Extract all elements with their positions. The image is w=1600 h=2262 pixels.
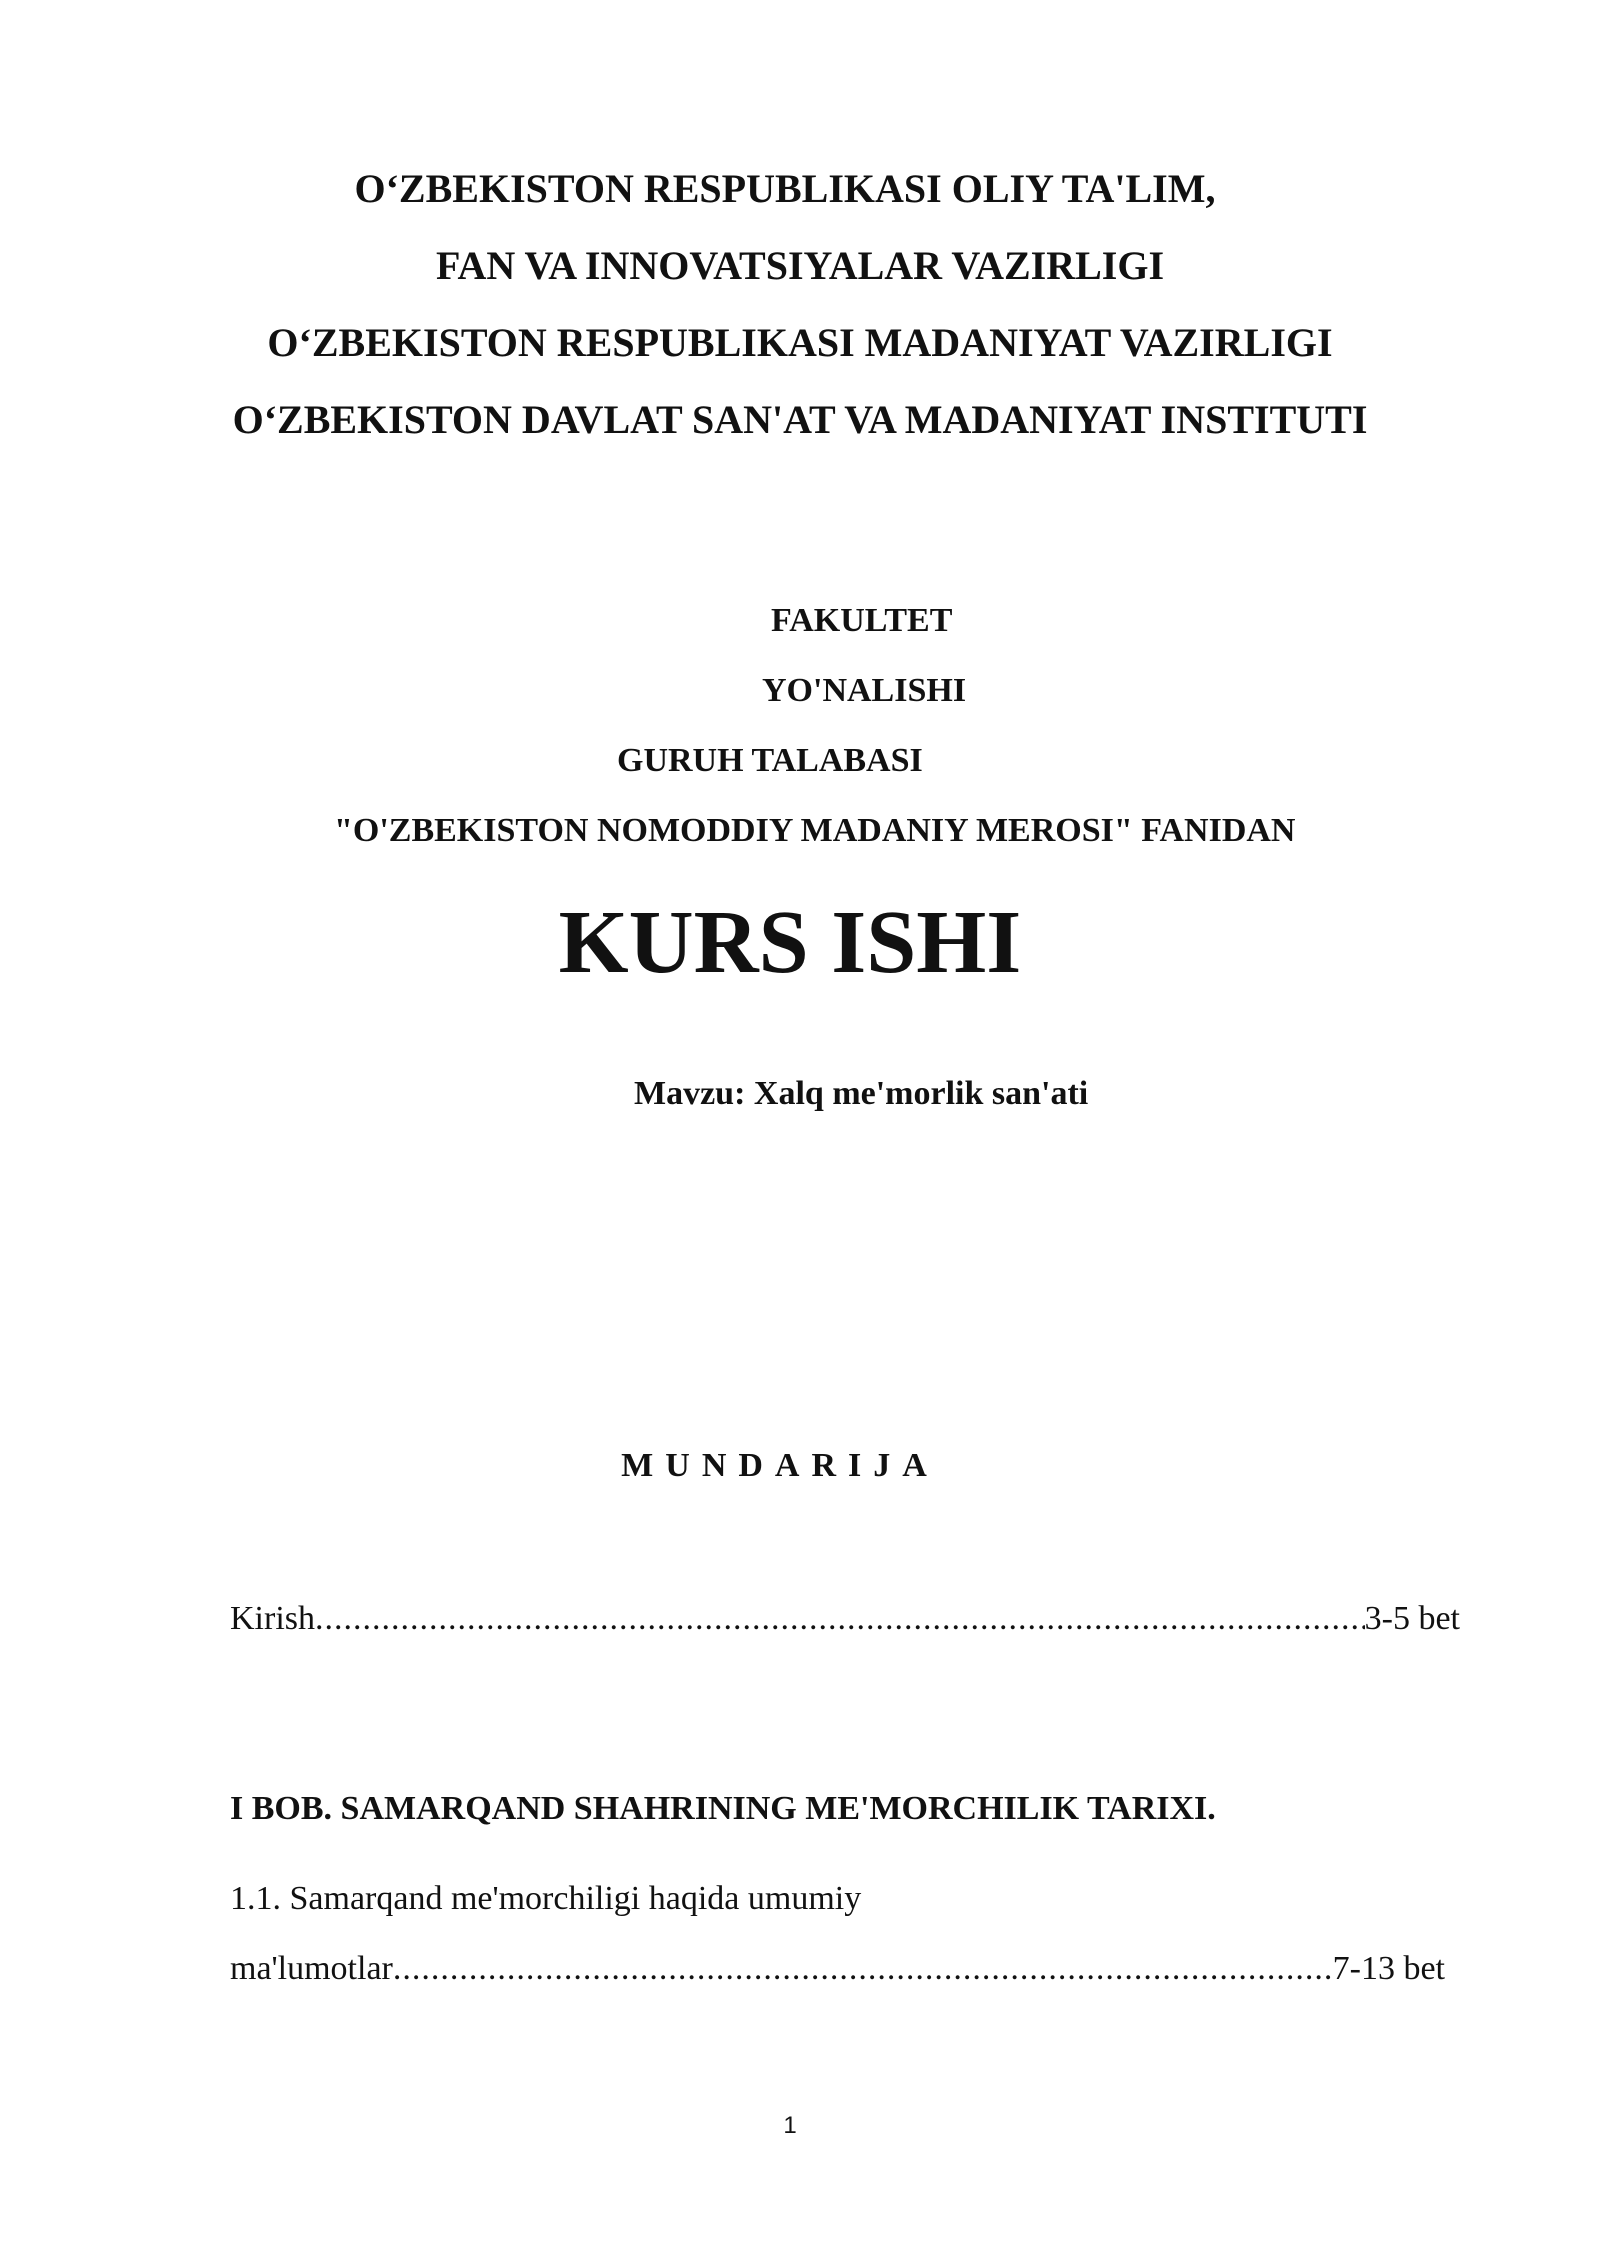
toc-entry-pages: 7-13 bet (1332, 1950, 1445, 1987)
ministry-line-1: O‘ZBEKISTON RESPUBLIKASI OLIY TA'LIM, (354, 166, 1216, 211)
document-title: KURS ISHI (558, 893, 1022, 992)
ministry-line-4: O‘ZBEKISTON DAVLAT SAN'AT VA MADANIYAT INSTITUTI (232, 397, 1368, 442)
toc-entry-label: ma'lumotlar (230, 1950, 393, 1987)
topic-line: Mavzu: Xalq me'morlik san'ati (634, 1075, 1089, 1112)
toc-leader-dots (393, 1950, 1333, 1988)
contents-heading: MUNDARIJA (621, 1447, 939, 1484)
subject-label: "O'ZBEKISTON NOMODDIY MADANIY MEROSI" FANIDAN (334, 812, 1296, 849)
group-student-label: GURUH TALABASI (617, 742, 923, 779)
page-number: 1 (783, 2112, 797, 2139)
toc-leader-dots (315, 1600, 1365, 1638)
toc-entry-intro (230, 1600, 1460, 1638)
ministry-header (0, 150, 1600, 458)
toc-section-1-1-line-2 (230, 1950, 1445, 1988)
toc-entry-pages: 3-5 bet (1364, 1600, 1460, 1637)
ministry-line-3: O‘ZBEKISTON RESPUBLIKASI MADANIYAT VAZIRLIGI (267, 320, 1333, 365)
ministry-line-2: FAN VA INNOVATSIYALAR VAZIRLIGI (435, 243, 1165, 288)
toc-entry-label: Kirish (230, 1600, 315, 1637)
toc-section-1-1-line-1: 1.1. Samarqand me'morchiligi haqida umumiy (230, 1880, 862, 1917)
toc-chapter-1-title: I BOB. SAMARQAND SHAHRINING ME'MORCHILIK TARIXI. (230, 1790, 1216, 1827)
direction-label: YO'NALISHI (762, 672, 967, 709)
faculty-label: FAKULTET (771, 602, 953, 639)
